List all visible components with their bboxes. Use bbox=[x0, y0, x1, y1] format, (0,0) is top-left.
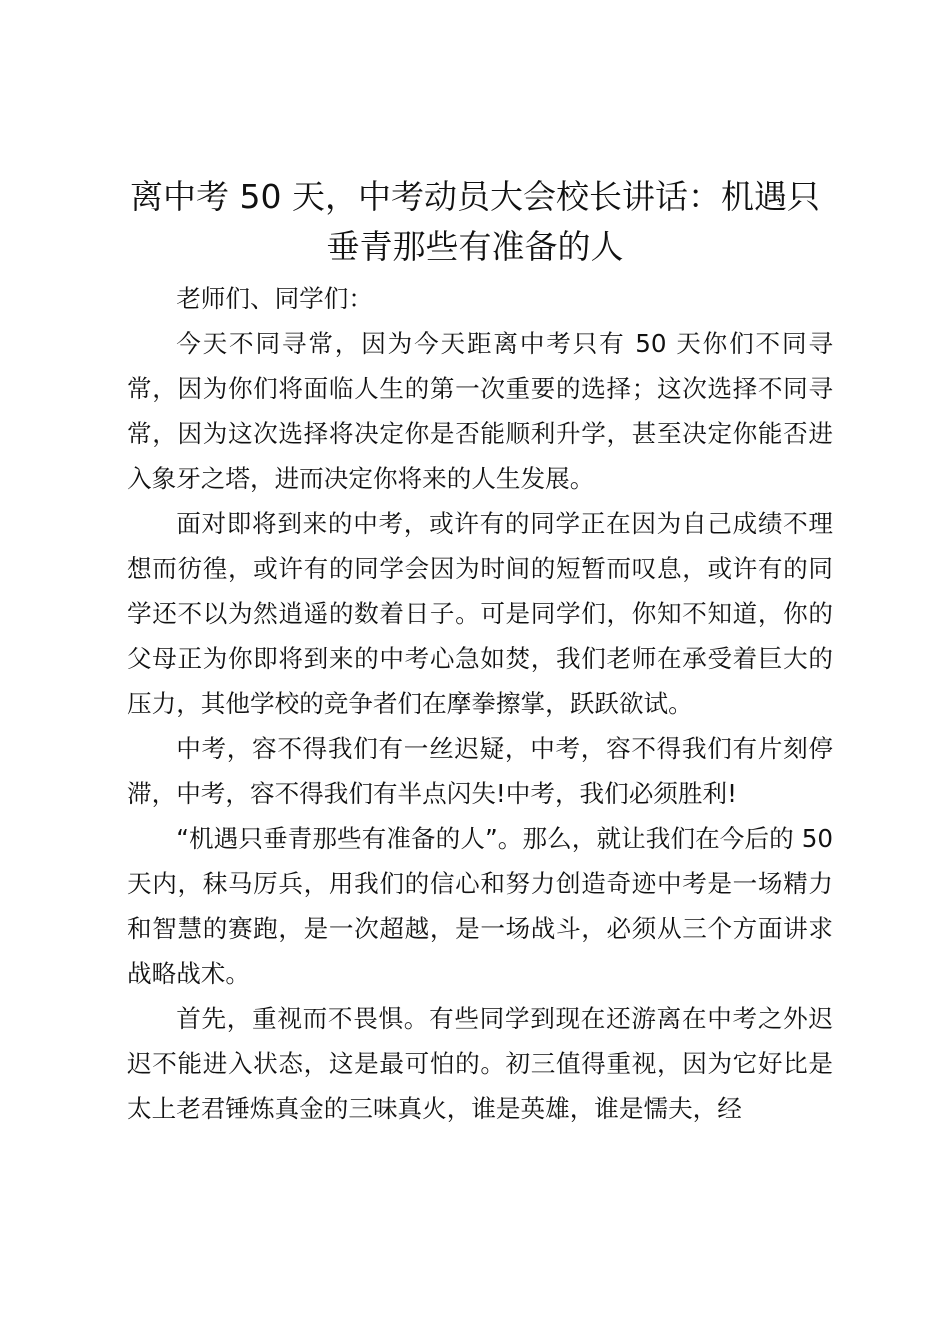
document-body bbox=[127, 276, 833, 1131]
body-paragraph: 今天不同寻常，因为今天距离中考只有 50 天你们不同寻常，因为你们将面临人生的第一次重要的选择；这次选择不同寻常，因为这次选择将决定你是否能顺利升学，甚至决定你能否进入象牙之塔，进而决定你将来的人生发展。 bbox=[127, 329, 833, 493]
body-paragraph: 中考，容不得我们有一丝迟疑，中考，容不得我们有片刻停滞，中考，容不得我们有半点闪失!中考，我们必须胜利! bbox=[127, 734, 833, 808]
body-paragraph: “机遇只垂青那些有准备的人”。那么，就让我们在今后的 50 天内，秣马厉兵，用我们的信心和努力创造奇迹中考是一场精力和智慧的赛跑，是一次超越，是一场战斗，必须从三个方面讲求战略战术。 bbox=[127, 824, 833, 988]
document-title: 离中考 50 天，中考动员大会校长讲话：机遇只垂青那些有准备的人 bbox=[130, 177, 820, 266]
body-paragraph: 面对即将到来的中考，或许有的同学正在因为自己成绩不理想而彷徨，或许有的同学会因为时间的短暂而叹息，或许有的同学还不以为然逍遥的数着日子。可是同学们，你知不知道，你的父母正为你即将到来的中考心急如焚，我们老师在承受着巨大的压力，其他学校的竞争者们在摩拳擦掌，跃跃欲试。 bbox=[127, 509, 833, 718]
body-paragraph: 首先，重视而不畏惧。有些同学到现在还游离在中考之外迟迟不能进入状态，这是最可怕的。初三值得重视，因为它好比是太上老君锤炼真金的三味真火，谁是英雄，谁是懦夫，经 bbox=[127, 1004, 833, 1123]
salutation-paragraph: 老师们、同学们： bbox=[176, 284, 373, 313]
